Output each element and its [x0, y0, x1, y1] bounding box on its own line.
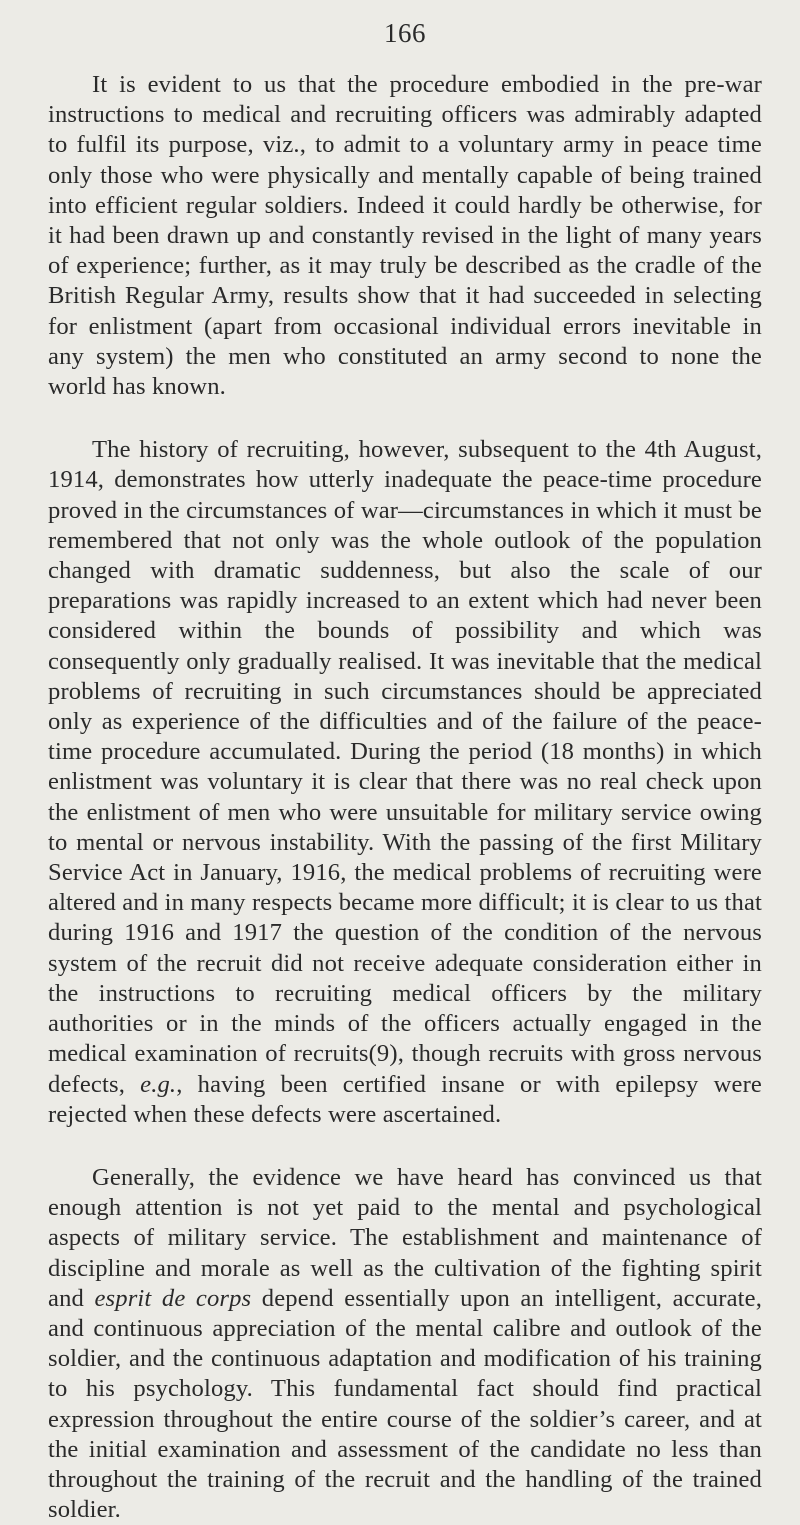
- paragraph-3-after: depend essentially upon an intelligent, accurate, and continuous appreciation of the mental calibre and outlook of the soldier, and the continuous adaptation and modification of his training to his psychology. This fundamental fact should find practical expression throughout the entire course of the soldier’s career, and at the initial examination and assessment of the candidate no less than throughout the training of the recruit and the handling of the trained soldier.: [48, 1284, 762, 1524]
- paragraph-3: [48, 1163, 762, 1525]
- page-number: 166: [384, 18, 426, 48]
- paragraph-3-before: Generally, the evidence we have heard has convinced us that enough attention is not yet paid to the mental and psychological aspects of military service. The establishment and maintenance of discipline and morale as well as the cultivation of the fighting spirit and: [48, 1163, 762, 1312]
- paragraph-2-italic: e.g.: [140, 1070, 177, 1098]
- paragraph-2: [48, 435, 762, 1130]
- paragraph-1: It is evident to us that the procedure embodied in the pre-war instructions to medical and recruiting officers was admirably adapted to fulfil its purpose, viz., to admit to a voluntary army in peace time only those who were physically and mentally capable of being trained into efficient regular soldiers. Indeed it could hardly be otherwise, for it had been drawn up and constantly revised in the light of many years of experience; further, as it may truly be described as the cradle of the British Regular Army, results show that it had succeeded in selecting for enlistment (apart from occasional individual errors inevitable in any system) the men who constituted an army second to none the world has known.: [48, 71, 762, 401]
- paragraph-2-text: The history of recruiting, however, subsequent to the 4th August, 1914, demonstrates how utterly inadequate the peace-time procedure proved in the circumstances of war—circumstances in which it must be remembered that not only was the whole outlook of the population changed with dramatic suddenness, but also the scale of our preparations was rapidly increased to an extent which had never been considered within the bounds of possibility and which was consequently only gradually realised. It was inevitable that the medical problems of recruiting in such circumstances should be appreciated only as experience of the difficulties and of the failure of the peace-time procedure accumulated. During the period (18 months) in which enlistment was voluntary it is clear that there was no real check upon the enlistment of men who were unsuitable for military service owing to mental or nervous instability. With the passing of the first Military Service Act in January, 1916, the medical problems of recruiting were altered and in many respects became more difficult; it is clear to us that during 1916 and 1917 the question of the condition of the nervous system of the recruit did not receive adequate consideration either in the instructions to recruiting medical officers by the military authorities or in the minds of the officers actually engaged in the medical examination of recruits(9), though recruits with gross nervous defects,: [48, 436, 762, 1098]
- paragraph-2-after: , having been certified insane or with epilepsy were rejected when these defects were ascertained.: [48, 1070, 762, 1128]
- paragraph-3-italic: esprit de corps: [94, 1284, 252, 1312]
